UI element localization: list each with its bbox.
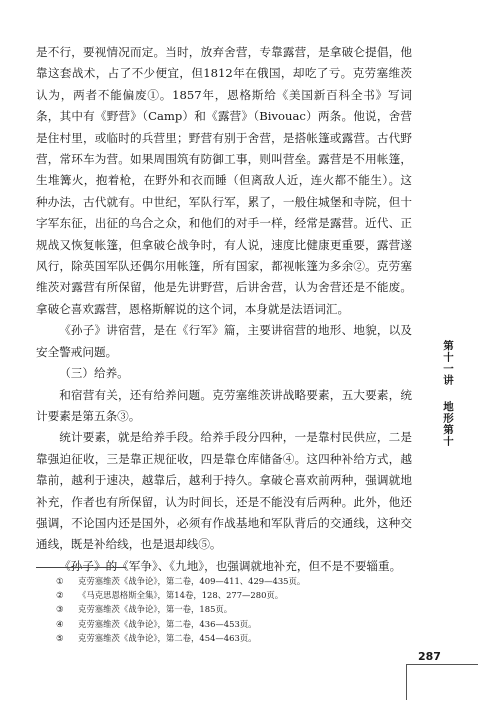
paragraph-3: 和宿营有关，还有给养问题。克劳塞维茨讲战略要素，五大要素，统计要素是第五条③。 [36, 387, 412, 423]
sidebar-lecture: 第十一讲 [442, 340, 454, 386]
footnote-mark: ② [56, 590, 64, 601]
page-number: 287 [418, 650, 441, 663]
footnote-text: 克劳塞维茨《战争论》，第二卷，409—411、429—435页。 [78, 576, 306, 586]
footnote-text: 克劳塞维茨《战争论》，第一卷，185页。 [78, 604, 233, 615]
chapter-sidebar [436, 340, 454, 447]
footnote-mark: ① [56, 576, 64, 586]
footnotes [56, 574, 396, 645]
footnote-divider [36, 567, 126, 568]
corner-rule-vertical [406, 664, 407, 700]
footnote-mark: ⑤ [56, 632, 64, 643]
footnote-item [56, 602, 396, 616]
footnote-text: 克劳塞维茨《战争论》，第二卷，436—453页。 [78, 618, 257, 629]
footnote-text: 《马克思恩格斯全集》，第14卷，128、277—280页。 [78, 590, 284, 601]
footnote-item [56, 588, 396, 602]
footnote-text: 克劳塞维茨《战争论》，第二卷，454—463页。 [78, 632, 257, 643]
footnote-item [56, 631, 396, 645]
footnote-item [56, 617, 396, 631]
paragraph-1: 是不行，要视情况而定。当时，放弃舍营，专靠露营，是拿破仑提倡，他靠这套战术，占了不少便宜，但1812年在俄国，却吃了亏。克劳塞维茨认为，两者不能偏废①。1857年，恩格斯给《美国新百科全书》写词条，其中有《野营》（Camp）和《露营》（Bivouac）两条。他说，舍营是住村里，或临时的兵营里；野营有别于舍营，是搭帐篷或露营。古代野营，常环车为营。如果周围筑有防御工事，则叫营垒。露营是不用帐篷，生堆篝火，抱着枪，在野外和衣而睡（但离敌人近，连火都不能生）。这种办法，古代就有。中世纪，军队行军，累了，一般住城堡和寺院，但十字军东征，出征的乌合之众，和他们的对手一样，经常是露营。近代、正规战又恢复帐篷，但拿破仑战争时，有人说，速度比健康更重要，露营遂风行，除英国军队还偶尔用帐篷，所有国家，都视帐篷为多余②。克劳塞维茨对露营有所保留，他是先讲野营，后讲舍营，认为舍营还是不能废。拿破仑喜欢露营，恩格斯解说的这个词，本身就是法语词汇。 [36, 45, 412, 316]
paragraph-2: 《孙子》讲宿营，是在《行军》篇，主要讲宿营的地形、地貌，以及安全警戒问题。 [36, 323, 412, 359]
footnote-mark: ③ [56, 604, 64, 615]
corner-rule-horizontal [406, 664, 478, 665]
paragraph-5: 《孙子》的《军争》、《九地》，也强调就地补充，但不是不要辎重。 [59, 558, 402, 573]
footnote-mark: ④ [56, 618, 64, 629]
body-text [36, 42, 412, 577]
footnote-item [56, 574, 396, 588]
sidebar-chapter-title: 地形第十 [442, 401, 454, 448]
paragraph-4: 统计要素，就是给养手段。给养手段分四种，一是靠村民供应，二是靠强迫征收，三是靠正规征收，四是靠仓库储备④。这四种补给方式，越靠前，越利于速决，越靠后，越利于持久。拿破仑喜欢前两种，强调就地补充，作者也有所保留，认为时间长，还是不能没有后两种。此外，他还强调，不论国内还是国外，必须有作战基地和军队背后的交通线，这种交通线，既是补给线，也是退却线⑤。 [36, 430, 412, 552]
section-heading-supply: （三）给养。 [59, 366, 129, 381]
